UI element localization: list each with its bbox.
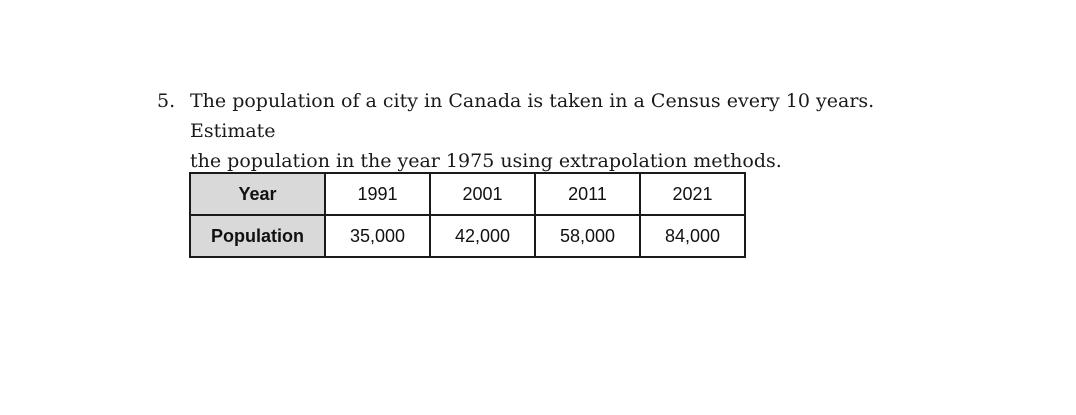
question-5	[157, 86, 957, 176]
row-header-year: Year	[190, 173, 325, 215]
population-table	[189, 172, 746, 258]
year-cell: 1991	[325, 173, 430, 215]
row-header-population: Population	[190, 215, 325, 257]
table-row-year	[190, 173, 745, 215]
year-cell: 2011	[535, 173, 640, 215]
question-number: 5.	[157, 90, 176, 112]
question-line-2: the population in the year 1975 using extrapolation methods.	[190, 150, 782, 172]
population-cell: 42,000	[430, 215, 535, 257]
table-row-population	[190, 215, 745, 257]
population-cell: 35,000	[325, 215, 430, 257]
year-cell: 2001	[430, 173, 535, 215]
question-line-1: The population of a city in Canada is taken in a Census every 10 years. Estimate	[190, 90, 875, 142]
question-text	[190, 86, 957, 176]
year-cell: 2021	[640, 173, 745, 215]
population-cell: 58,000	[535, 215, 640, 257]
population-cell: 84,000	[640, 215, 745, 257]
